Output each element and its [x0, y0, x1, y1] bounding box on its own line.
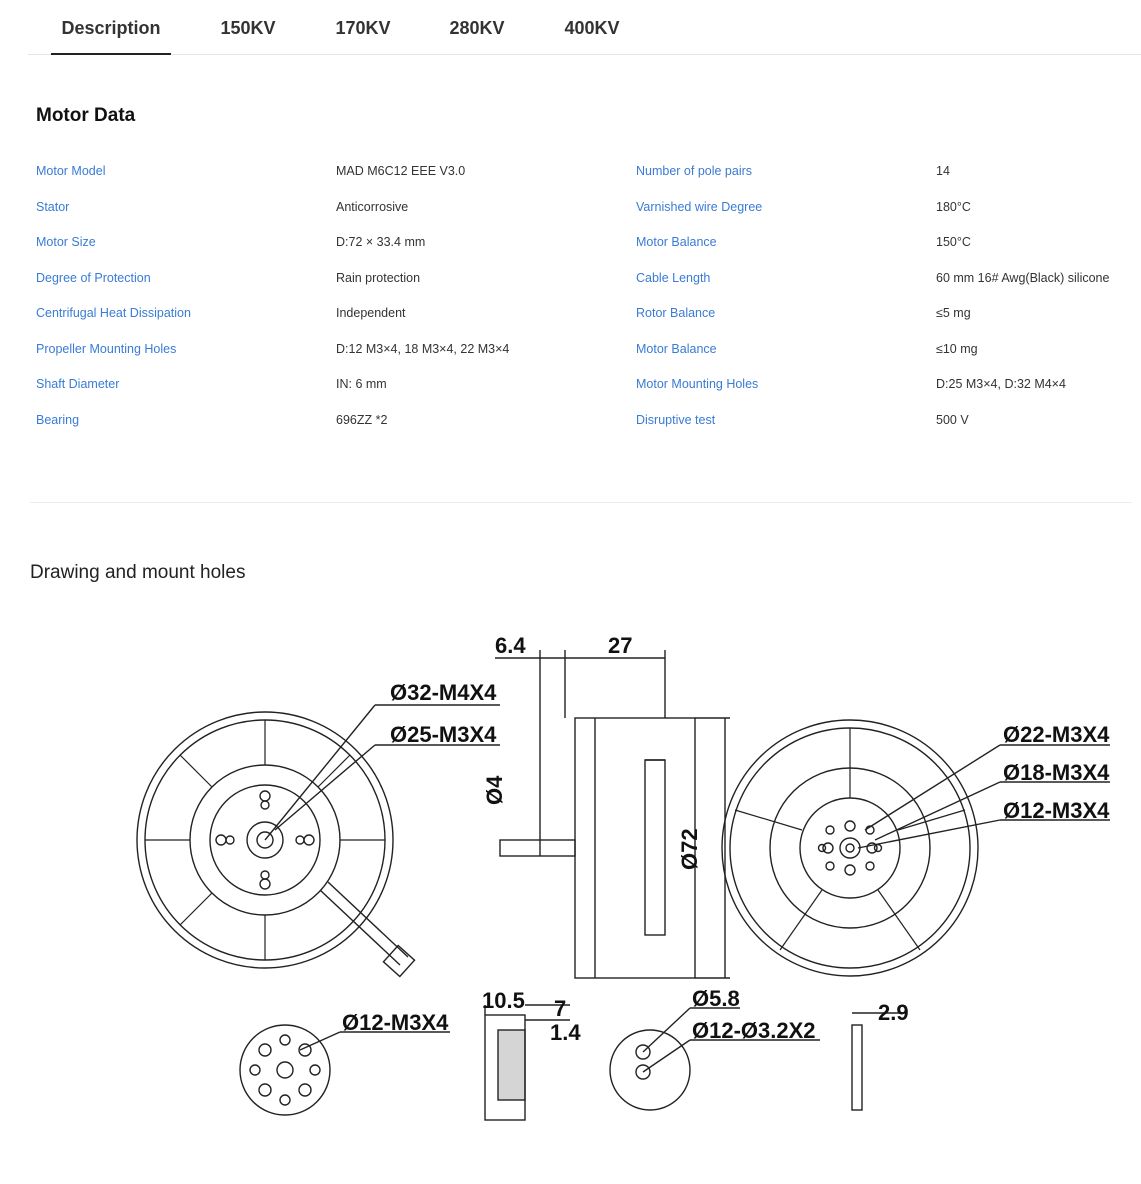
spacer-side-view — [852, 1013, 905, 1110]
dim-27: 27 — [608, 633, 633, 658]
spec-table — [36, 153, 1116, 437]
spec-label: Motor Balance — [636, 341, 717, 356]
section-divider — [30, 502, 1132, 503]
spec-row — [36, 153, 1116, 189]
spec-row — [36, 295, 1116, 331]
spec-label: Number of pole pairs — [636, 164, 753, 178]
spec-label: Motor Model — [36, 164, 106, 178]
tab-150kv[interactable]: 150KV — [220, 18, 276, 38]
dim-d25: Ø25-M3X4 — [390, 722, 497, 747]
spec-label: Rotor Balance — [636, 306, 716, 320]
dim-d5-8: Ø5.8 — [692, 986, 740, 1011]
spec-value: 696ZZ *2 — [336, 412, 388, 427]
dim-6-4: 6.4 — [495, 633, 526, 658]
spec-label: Propeller Mounting Holes — [36, 341, 177, 356]
spec-label: Cable Length — [636, 270, 711, 285]
spec-label: Motor Balance — [636, 235, 717, 249]
prop-adapter-view — [240, 1025, 450, 1115]
spec-label: Disruptive test — [636, 412, 716, 427]
spec-label: Motor Size — [36, 235, 96, 249]
spec-value: IN: 6 mm — [336, 377, 387, 391]
spec-value: Anticorrosive — [336, 199, 409, 214]
dim-d18: Ø18-M3X4 — [1003, 760, 1110, 785]
spec-value: Independent — [336, 306, 406, 320]
spec-value: Rain protection — [336, 270, 421, 285]
spec-row — [36, 260, 1116, 296]
spec-value: 500 V — [936, 412, 969, 427]
tab-280kv[interactable]: 280KV — [449, 18, 505, 38]
spec-label: Stator — [36, 199, 70, 214]
motor-technical-drawing — [130, 620, 1130, 1140]
section-title: Motor Data — [36, 105, 136, 126]
spec-value: ≤10 mg — [936, 341, 978, 356]
spec-row — [36, 402, 1116, 438]
spec-row — [36, 224, 1116, 260]
spec-label: Degree of Protection — [36, 270, 151, 285]
dim-d4: Ø4 — [482, 775, 507, 805]
tab-bar — [28, 0, 1141, 55]
dim-10-5: 10.5 — [482, 988, 525, 1013]
dim-1-4: 1.4 — [550, 1020, 581, 1045]
spec-value: MAD M6C12 EEE V3.0 — [336, 164, 466, 178]
spec-value: 150°C — [936, 235, 971, 249]
dim-2-9: 2.9 — [878, 1000, 909, 1025]
spec-value: D:25 M3×4, D:32 M4×4 — [936, 377, 1066, 391]
dim-d72: Ø72 — [677, 828, 702, 870]
spec-label: Shaft Diameter — [36, 377, 120, 391]
spec-row — [36, 366, 1116, 402]
dim-7: 7 — [554, 996, 567, 1021]
spec-value: 180°C — [936, 199, 971, 214]
spec-row — [36, 189, 1116, 225]
spec-value: 14 — [936, 164, 950, 178]
tab-description[interactable]: Description — [51, 0, 171, 55]
motor-side-view — [495, 650, 730, 978]
dim-d12-adapter: Ø12-M3X4 — [342, 1010, 449, 1035]
spec-label: Centrifugal Heat Dissipation — [36, 306, 191, 320]
spec-value: 60 mm 16# Awg(Black) silicone — [936, 270, 1110, 285]
dim-d12: Ø12-M3X4 — [1003, 798, 1110, 823]
drawing-title: Drawing and mount holes — [30, 562, 246, 583]
spec-row — [36, 331, 1116, 367]
dim-d32: Ø32-M4X4 — [390, 680, 497, 705]
motor-top-view — [722, 720, 1110, 976]
tab-400kv[interactable]: 400KV — [564, 18, 620, 38]
spec-value: D:72 × 33.4 mm — [336, 235, 426, 249]
dim-d22: Ø22-M3X4 — [1003, 722, 1110, 747]
spec-value: ≤5 mg — [936, 306, 971, 320]
spec-value: D:12 M3×4, 18 M3×4, 22 M3×4 — [336, 341, 510, 356]
spec-label: Motor Mounting Holes — [636, 377, 759, 391]
spec-label: Bearing — [36, 412, 80, 427]
spec-label: Varnished wire Degree — [636, 199, 763, 214]
dim-d12-3-2: Ø12-Ø3.2X2 — [692, 1018, 816, 1043]
tab-170kv[interactable]: 170KV — [335, 18, 391, 38]
